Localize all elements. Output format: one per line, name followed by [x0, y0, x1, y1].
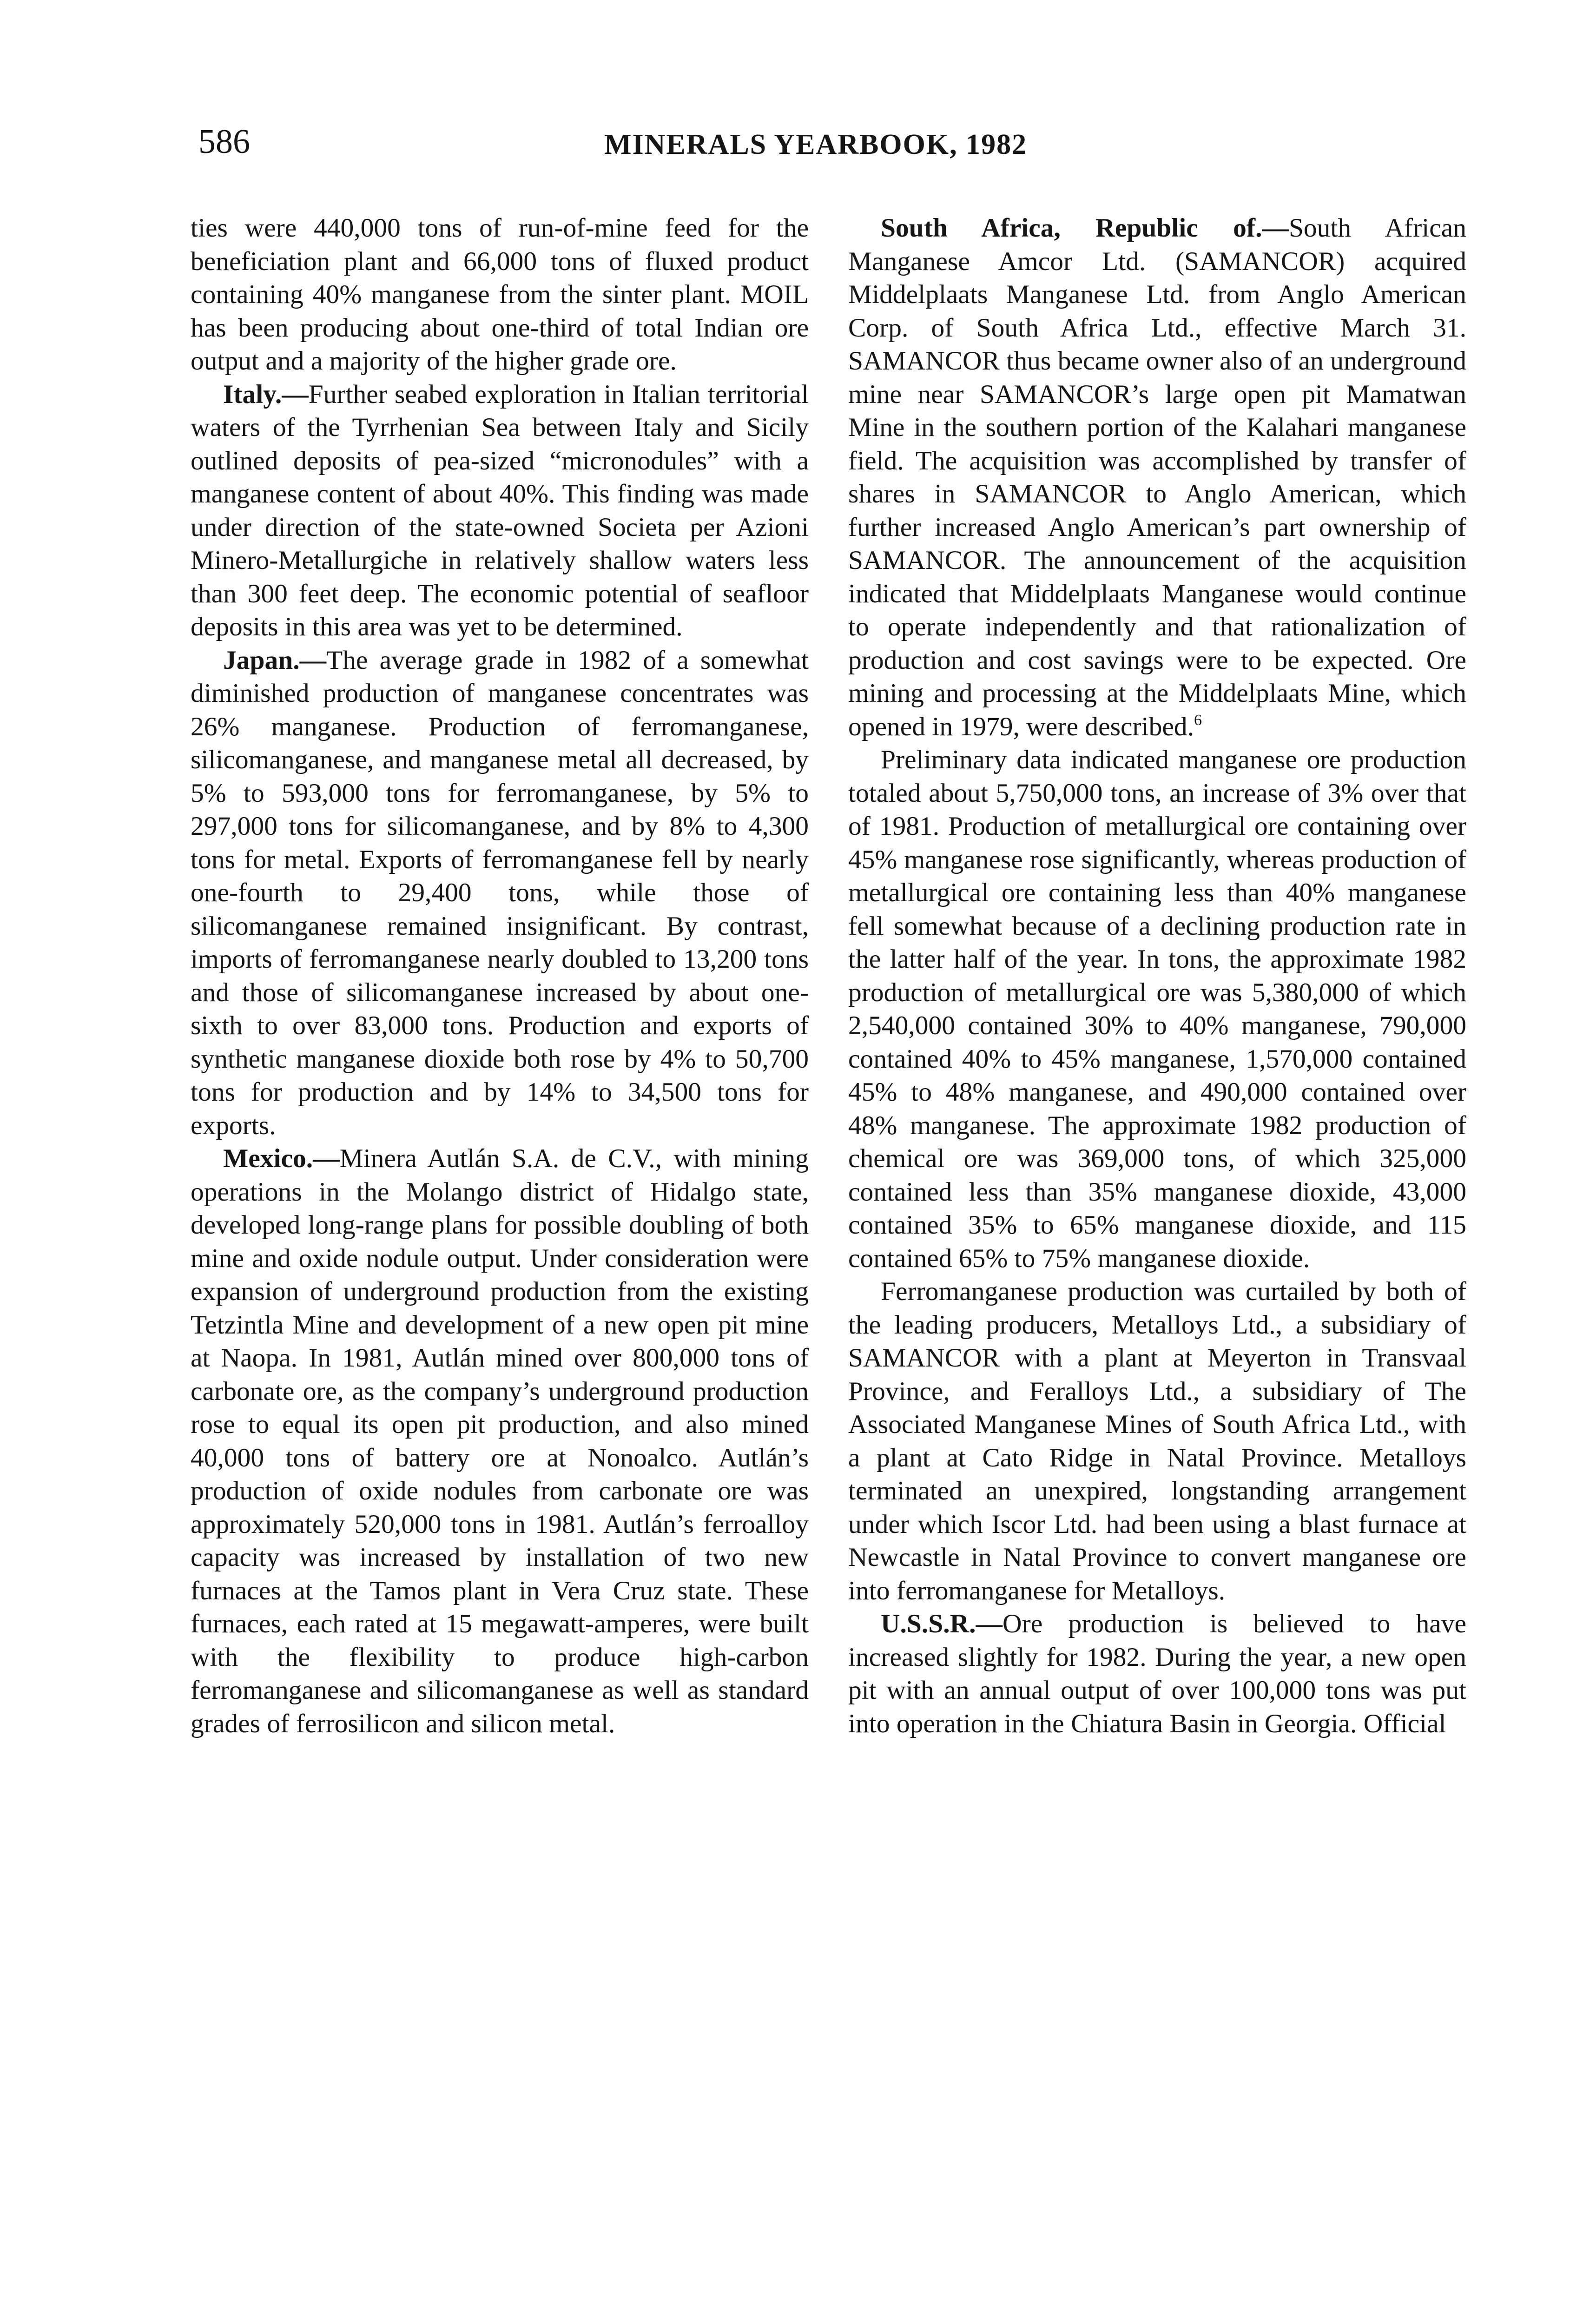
section-lead-south-africa: South Africa, Republic of.— — [881, 213, 1289, 243]
section-lead-ussr: U.S.S.R.— — [881, 1609, 1003, 1638]
paragraph-japan — [191, 644, 809, 1142]
paragraph-ore-production — [848, 743, 1466, 1275]
paragraph-text: Ore production is believed to have increased slightly for 1982. During the year, a new open pit with an annual output of over 100,000 tons was put into operation in the Chiatura Basin in Georgia. Official — [848, 1609, 1466, 1738]
paragraph-text: ties were 440,000 tons of run-of-mine feed for the beneficiation plant and 66,000 tons of fluxed product containing 40% manganese from the sinter plant. MOIL has been producing about one-third of total Indian ore output and a majority of the higher grade ore. — [191, 213, 809, 376]
page-number: 586 — [198, 123, 250, 161]
paragraph-text: The average grade in 1982 of a somewhat diminished production of manganese concentrates was 26% manganese. Production of ferromanganese, silicomanganese, and manganese metal all decreased, by 5% to 593,000 tons for ferromanganese, by 5% to 297,000 tons for silicomanganese, and by 8% to 4,300 tons for metal. Exports of ferromanganese fell by nearly one-fourth to 29,400 tons, while those of silicomanganese remained insignificant. By contrast, imports of ferromanganese nearly doubled to 13,200 tons and those of silicomanganese increased by about one-sixth to over 83,000 tons. Production and exports of synthetic manganese dioxide both rose by 4% to 50,700 tons for production and by 14% to 34,500 tons for exports. — [191, 645, 809, 1140]
section-lead-mexico: Mexico.— — [223, 1144, 340, 1173]
paragraph-italy — [191, 378, 809, 644]
right-column — [848, 211, 1466, 1740]
section-lead-italy: Italy.— — [223, 379, 309, 409]
paragraph-text: Ferromanganese production was curtailed by both of the leading producers, Metalloys Ltd., a subsidiary of SAMANCOR with a plant at Meyerton in Transvaal Province, and Feralloys Ltd., a subsidiary of The Associated Manganese Mines of South Africa Ltd., with a plant at Cato Ridge in Natal Province. Metalloys terminated an unexpired, longstanding arrangement under which Iscor Ltd. had been using a blast furnace at Newcastle in Natal Province to convert manganese ore into ferromanganese for Metalloys. — [848, 1277, 1466, 1605]
paragraph-mexico — [191, 1142, 809, 1740]
paragraph-text: Minera Autlán S.A. de C.V., with mining operations in the Molango district of Hidalgo state, developed long-range plans for possible doubling of both mine and oxide nodule output. Under consideration were expansion of underground production from the existing Tetzintla Mine and development of a new open pit mine at Naopa. In 1981, Autlán mined over 800,000 tons of carbonate ore, as the company’s underground production rose to equal its open pit production, and also mined 40,000 tons of battery ore at Nonoalco. Autlán’s production of oxide nodules from carbonate ore was approximately 520,000 tons in 1981. Autlán’s ferroalloy capacity was increased by installation of two new furnaces at the Tamos plant in Vera Cruz state. These furnaces, each rated at 15 megawatt-amperes, were built with the flexibility to produce high-carbon ferromanganese and silicomanganese as well as standard grades of ferrosilicon and silicon metal. — [191, 1144, 809, 1738]
paragraph-text: Further seabed exploration in Italian territorial waters of the Tyrrhenian Sea between Italy and Sicily outlined deposits of pea-sized “micronodules” with a manganese content of about 40%. This finding was made under direction of the state-owned Societa per Azioni Minero-Metallurgiche in relatively shallow waters less than 300 feet deep. The economic potential of seafloor deposits in this area was yet to be determined. — [191, 379, 809, 641]
left-column — [191, 211, 809, 1740]
running-title: MINERALS YEARBOOK, 1982 — [604, 129, 1028, 160]
paragraph-text: Preliminary data indicated manganese ore production totaled about 5,750,000 tons, an increase of 3% over that of 1981. Production of metallurgical ore containing over 45% manganese rose significantly, whereas production of metallurgical ore containing less than 40% manganese fell somewhat because of a declining production rate in the latter half of the year. In tons, the approximate 1982 production of metallurgical ore was 5,380,000 of which 2,540,000 contained 30% to 40% manganese, 790,000 contained 40% to 45% manganese, 1,570,000 contained 45% to 48% manganese, and 490,000 contained over 48% manganese. The approximate 1982 production of chemical ore was 369,000 tons, of which 325,000 contained less than 35% manganese dioxide, 43,000 contained 35% to 65% manganese dioxide, and 115 contained 65% to 75% manganese dioxide. — [848, 745, 1466, 1273]
paragraph-south-africa — [848, 211, 1466, 743]
footnote-reference: 6 — [1194, 711, 1202, 729]
paragraph-ferromanganese — [848, 1275, 1466, 1607]
paragraph-text: South African Manganese Amcor Ltd. (SAMANCOR) acquired Middelplaats Manganese Ltd. from Anglo American Corp. of South Africa Ltd., effective March 31. SAMANCOR thus became owner also of an underground mine near SAMANCOR’s large open pit Mamatwan Mine in the southern portion of the Kalahari manganese field. The acquisition was accomplished by transfer of shares in SAMANCOR to Anglo American, which further increased Anglo American’s part ownership of SAMANCOR. The announcement of the acquisition indicated that Middelplaats Manganese would continue to operate independently and that rationalization of production and cost savings were to be expected. Ore mining and processing at the Middelplaats Mine, which opened in 1979, were described. — [848, 213, 1466, 741]
paragraph-india-continued — [191, 211, 809, 378]
section-lead-japan: Japan.— — [223, 645, 327, 675]
paragraph-ussr — [848, 1607, 1466, 1740]
page-header — [0, 119, 1583, 165]
